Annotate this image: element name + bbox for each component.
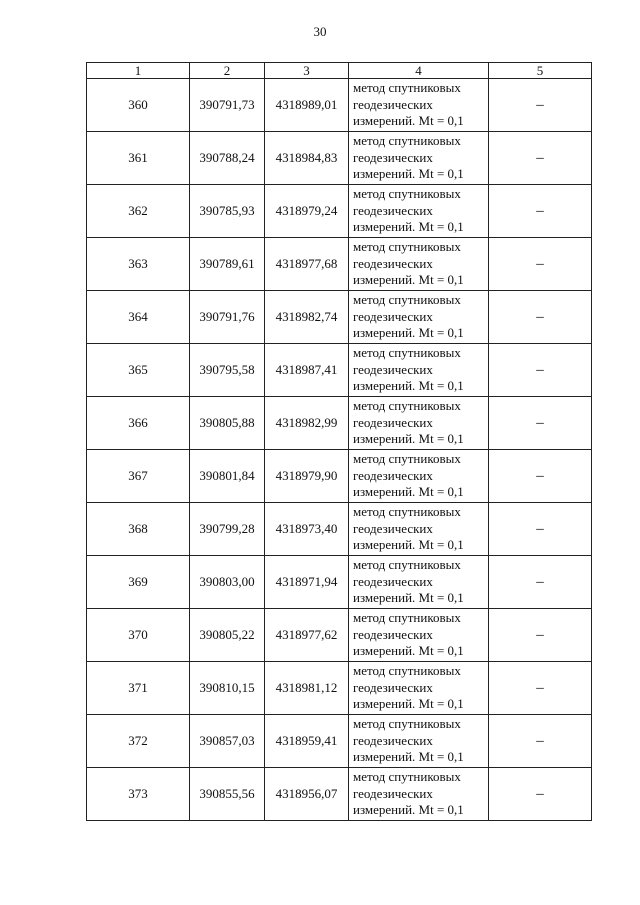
- y-coordinate-cell: 4318979,90: [265, 450, 349, 503]
- y-coordinate-cell: 4318971,94: [265, 556, 349, 609]
- method-cell: [349, 344, 489, 397]
- table-header-row: [87, 63, 592, 79]
- note-cell: –: [489, 79, 592, 132]
- method-line: измерений. Mt = 0,1: [353, 113, 464, 129]
- x-coordinate-cell: 390801,84: [190, 450, 265, 503]
- method-line: геодезических: [353, 361, 433, 377]
- method-line: метод спутниковых: [353, 663, 461, 679]
- table-row: [87, 79, 592, 132]
- method-line: геодезических: [353, 414, 433, 430]
- table-row: [87, 609, 592, 662]
- method-line: метод спутниковых: [353, 292, 461, 308]
- point-number-cell: 360: [87, 79, 190, 132]
- point-number-cell: 370: [87, 609, 190, 662]
- table-row: [87, 662, 592, 715]
- x-coordinate-cell: 390855,56: [190, 768, 265, 821]
- table-row: [87, 450, 592, 503]
- table-row: [87, 397, 592, 450]
- y-coordinate-cell: 4318987,41: [265, 344, 349, 397]
- y-coordinate-cell: 4318982,74: [265, 291, 349, 344]
- note-cell: –: [489, 397, 592, 450]
- y-coordinate-cell: 4318981,12: [265, 662, 349, 715]
- point-number-cell: 369: [87, 556, 190, 609]
- x-coordinate-cell: 390791,73: [190, 79, 265, 132]
- method-line: геодезических: [353, 785, 433, 801]
- header-cell-3: 3: [265, 63, 349, 79]
- x-coordinate-cell: 390789,61: [190, 238, 265, 291]
- method-line: измерений. Mt = 0,1: [353, 219, 464, 235]
- point-number-cell: 363: [87, 238, 190, 291]
- method-line: геодезических: [353, 255, 433, 271]
- method-line: геодезических: [353, 467, 433, 483]
- point-number-cell: 365: [87, 344, 190, 397]
- method-line: метод спутниковых: [353, 716, 461, 732]
- point-number-cell: 371: [87, 662, 190, 715]
- note-cell: –: [489, 503, 592, 556]
- method-cell: [349, 609, 489, 662]
- method-line: измерений. Mt = 0,1: [353, 643, 464, 659]
- table-row: [87, 132, 592, 185]
- method-line: измерений. Mt = 0,1: [353, 325, 464, 341]
- note-cell: –: [489, 238, 592, 291]
- method-cell: [349, 768, 489, 821]
- x-coordinate-cell: 390799,28: [190, 503, 265, 556]
- note-cell: –: [489, 185, 592, 238]
- method-line: метод спутниковых: [353, 133, 461, 149]
- x-coordinate-cell: 390791,76: [190, 291, 265, 344]
- method-line: измерений. Mt = 0,1: [353, 696, 464, 712]
- x-coordinate-cell: 390803,00: [190, 556, 265, 609]
- x-coordinate-cell: 390857,03: [190, 715, 265, 768]
- x-coordinate-cell: 390805,22: [190, 609, 265, 662]
- table-row: [87, 503, 592, 556]
- x-coordinate-cell: 390795,58: [190, 344, 265, 397]
- method-cell: [349, 397, 489, 450]
- y-coordinate-cell: 4318973,40: [265, 503, 349, 556]
- method-line: геодезических: [353, 626, 433, 642]
- header-cell-5: 5: [489, 63, 592, 79]
- coordinates-table: [86, 62, 592, 821]
- y-coordinate-cell: 4318989,01: [265, 79, 349, 132]
- method-line: метод спутниковых: [353, 239, 461, 255]
- method-line: метод спутниковых: [353, 769, 461, 785]
- method-cell: [349, 715, 489, 768]
- point-number-cell: 373: [87, 768, 190, 821]
- method-cell: [349, 79, 489, 132]
- method-line: геодезических: [353, 679, 433, 695]
- note-cell: –: [489, 556, 592, 609]
- note-cell: –: [489, 132, 592, 185]
- method-line: метод спутниковых: [353, 398, 461, 414]
- x-coordinate-cell: 390805,88: [190, 397, 265, 450]
- x-coordinate-cell: 390788,24: [190, 132, 265, 185]
- table-row: [87, 291, 592, 344]
- method-line: измерений. Mt = 0,1: [353, 484, 464, 500]
- method-line: измерений. Mt = 0,1: [353, 749, 464, 765]
- method-line: метод спутниковых: [353, 345, 461, 361]
- point-number-cell: 367: [87, 450, 190, 503]
- y-coordinate-cell: 4318956,07: [265, 768, 349, 821]
- point-number-cell: 364: [87, 291, 190, 344]
- table-row: [87, 715, 592, 768]
- header-cell-2: 2: [190, 63, 265, 79]
- point-number-cell: 372: [87, 715, 190, 768]
- method-line: метод спутниковых: [353, 504, 461, 520]
- method-line: измерений. Mt = 0,1: [353, 272, 464, 288]
- point-number-cell: 368: [87, 503, 190, 556]
- method-line: геодезических: [353, 96, 433, 112]
- note-cell: –: [489, 450, 592, 503]
- method-line: геодезических: [353, 149, 433, 165]
- y-coordinate-cell: 4318982,99: [265, 397, 349, 450]
- page-number: 30: [313, 24, 327, 39]
- table-body: [87, 63, 592, 821]
- note-cell: –: [489, 291, 592, 344]
- note-cell: –: [489, 715, 592, 768]
- method-line: метод спутниковых: [353, 610, 461, 626]
- method-cell: [349, 132, 489, 185]
- method-cell: [349, 556, 489, 609]
- method-line: метод спутниковых: [353, 451, 461, 467]
- x-coordinate-cell: 390785,93: [190, 185, 265, 238]
- point-number-cell: 361: [87, 132, 190, 185]
- method-line: измерений. Mt = 0,1: [353, 537, 464, 553]
- method-line: геодезических: [353, 520, 433, 536]
- method-cell: [349, 185, 489, 238]
- y-coordinate-cell: 4318977,68: [265, 238, 349, 291]
- method-line: геодезических: [353, 732, 433, 748]
- y-coordinate-cell: 4318984,83: [265, 132, 349, 185]
- point-number-cell: 366: [87, 397, 190, 450]
- note-cell: –: [489, 662, 592, 715]
- note-cell: –: [489, 609, 592, 662]
- header-cell-1: 1: [87, 63, 190, 79]
- y-coordinate-cell: 4318977,62: [265, 609, 349, 662]
- table-row: [87, 238, 592, 291]
- method-line: измерений. Mt = 0,1: [353, 378, 464, 394]
- table-row: [87, 185, 592, 238]
- y-coordinate-cell: 4318979,24: [265, 185, 349, 238]
- method-cell: [349, 450, 489, 503]
- note-cell: –: [489, 768, 592, 821]
- method-cell: [349, 291, 489, 344]
- table-row: [87, 768, 592, 821]
- method-line: метод спутниковых: [353, 557, 461, 573]
- method-line: измерений. Mt = 0,1: [353, 431, 464, 447]
- y-coordinate-cell: 4318959,41: [265, 715, 349, 768]
- method-line: геодезических: [353, 202, 433, 218]
- table-row: [87, 344, 592, 397]
- method-line: геодезических: [353, 573, 433, 589]
- point-number-cell: 362: [87, 185, 190, 238]
- method-line: измерений. Mt = 0,1: [353, 802, 464, 818]
- method-line: метод спутниковых: [353, 186, 461, 202]
- method-line: измерений. Mt = 0,1: [353, 590, 464, 606]
- table-row: [87, 556, 592, 609]
- header-cell-4: 4: [349, 63, 489, 79]
- method-line: метод спутниковых: [353, 80, 461, 96]
- method-line: геодезических: [353, 308, 433, 324]
- x-coordinate-cell: 390810,15: [190, 662, 265, 715]
- method-cell: [349, 662, 489, 715]
- method-cell: [349, 503, 489, 556]
- note-cell: –: [489, 344, 592, 397]
- method-cell: [349, 238, 489, 291]
- method-line: измерений. Mt = 0,1: [353, 166, 464, 182]
